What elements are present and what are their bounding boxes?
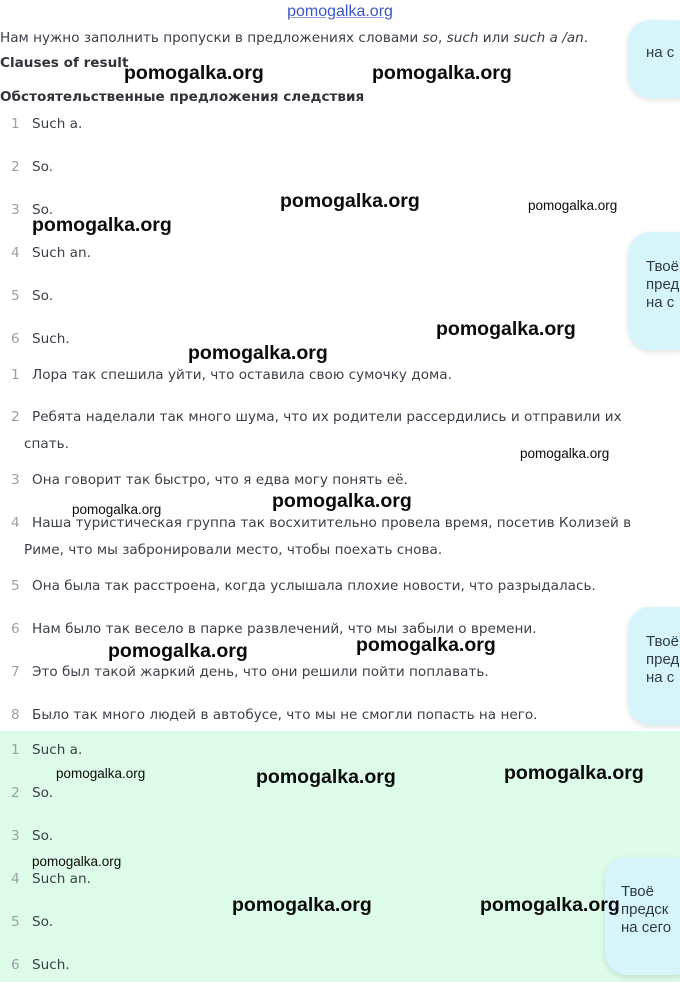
row-number: 2 xyxy=(11,159,20,175)
answer-row xyxy=(0,154,650,181)
row-text: Лора так спешила уйти, что оставила свою сумочку дома. xyxy=(32,367,452,383)
row-number: 1 xyxy=(11,742,20,758)
watermark: pomogalka.org xyxy=(232,894,372,916)
watermark: pomogalka.org xyxy=(356,634,496,656)
watermark: pomogalka.org xyxy=(520,446,610,461)
watermark: pomogalka.org xyxy=(124,62,264,84)
watermark: pomogalka.org xyxy=(528,198,618,213)
translation-row xyxy=(0,659,650,686)
row-text: So. xyxy=(32,159,54,175)
answer-row xyxy=(0,952,650,979)
bubble-line: на с xyxy=(646,44,675,61)
watermark: pomogalka.org xyxy=(72,502,162,517)
answer-row xyxy=(0,240,650,267)
row-text: Это был такой жаркий день, что они решили пойти поплавать. xyxy=(32,664,489,680)
row-number: 6 xyxy=(11,331,20,347)
answer-row xyxy=(0,737,650,764)
site-header[interactable]: pomogalka.org xyxy=(287,3,393,20)
row-number: 7 xyxy=(11,664,20,680)
watermark: pomogalka.org xyxy=(32,214,172,236)
chat-bubble[interactable] xyxy=(628,20,680,98)
row-number: 1 xyxy=(11,116,20,132)
bubble-line: Твоё xyxy=(621,883,654,900)
row-text: Наша туристическая группа так восхитительно провела время, посетив Колизей в Риме, что мы забронировали место, чтобы поехать снова. xyxy=(24,515,632,558)
bubble-line: на с xyxy=(646,669,675,686)
translation-row xyxy=(0,362,650,389)
intro-suffix: . xyxy=(583,30,589,46)
row-number: 5 xyxy=(11,578,20,594)
row-text: Ребята наделали так много шума, что их родители рассердились и отправили их спать. xyxy=(24,409,622,452)
intro-word-such-a: such a /an xyxy=(513,30,584,46)
watermark: pomogalka.org xyxy=(436,318,576,340)
row-text: Она говорит так быстро, что я едва могу понять её. xyxy=(32,472,408,488)
bubble-line: на с xyxy=(646,294,675,311)
translation-row xyxy=(0,616,650,643)
row-number: 2 xyxy=(11,409,20,425)
row-text: Нам было так весело в парке развлечений, что мы забыли о времени. xyxy=(32,621,537,637)
row-text: So. xyxy=(32,288,54,304)
row-number: 8 xyxy=(11,707,20,723)
bubble-line: предск xyxy=(621,901,669,918)
watermark: pomogalka.org xyxy=(372,62,512,84)
bubble-line: пред xyxy=(646,651,680,668)
heading-clauses-ru: Обстоятельственные предложения следствия xyxy=(0,89,365,105)
watermark: pomogalka.org xyxy=(256,766,396,788)
row-number: 2 xyxy=(11,785,20,801)
row-number: 4 xyxy=(11,871,20,887)
row-text: Such an. xyxy=(32,245,91,261)
watermark: pomogalka.org xyxy=(480,894,620,916)
row-number: 3 xyxy=(11,828,20,844)
bubble-line: пред xyxy=(646,276,680,293)
row-text: Было так много людей в автобусе, что мы не смогли попасть на него. xyxy=(32,707,538,723)
row-text: Such. xyxy=(32,957,70,973)
intro-sep2: или xyxy=(478,30,514,46)
row-text: So. xyxy=(32,785,54,801)
intro-prefix: Нам нужно заполнить пропуски в предложениях словами xyxy=(0,30,423,46)
bubble-line: Твоё xyxy=(646,633,679,650)
row-text: So. xyxy=(32,914,54,930)
row-number: 6 xyxy=(11,621,20,637)
row-text: So. xyxy=(32,202,54,218)
row-number: 6 xyxy=(11,957,20,973)
task-intro xyxy=(0,30,588,46)
heading-clauses-en: Clauses of result xyxy=(0,55,129,71)
chat-bubble[interactable] xyxy=(628,607,680,725)
answer-row xyxy=(0,111,650,138)
watermark: pomogalka.org xyxy=(108,640,248,662)
translation-row xyxy=(0,510,650,564)
chat-bubble[interactable] xyxy=(628,232,680,350)
row-number: 4 xyxy=(11,245,20,261)
answer-row xyxy=(0,823,650,850)
row-text: Such. xyxy=(32,331,70,347)
row-number: 1 xyxy=(11,367,20,383)
row-number: 5 xyxy=(11,914,20,930)
intro-word-so: so xyxy=(422,30,438,46)
row-text: Such a. xyxy=(32,742,83,758)
row-number: 4 xyxy=(11,515,20,531)
translation-row xyxy=(0,702,650,729)
row-number: 3 xyxy=(11,472,20,488)
watermark: pomogalka.org xyxy=(504,762,644,784)
watermark: pomogalka.org xyxy=(56,766,146,781)
answer-row xyxy=(0,283,650,310)
watermark: pomogalka.org xyxy=(280,190,420,212)
watermark: pomogalka.org xyxy=(32,854,122,869)
answer-row xyxy=(0,866,650,893)
bubble-line: на сего xyxy=(621,919,672,936)
bubble-line: Твоё xyxy=(646,258,679,275)
watermark: pomogalka.org xyxy=(188,342,328,364)
row-number: 5 xyxy=(11,288,20,304)
row-text: Such a. xyxy=(32,116,83,132)
intro-sep1: , xyxy=(438,30,447,46)
watermark: pomogalka.org xyxy=(272,490,412,512)
row-text: Such an. xyxy=(32,871,91,887)
intro-word-such: such xyxy=(446,30,479,46)
row-text: So. xyxy=(32,828,54,844)
row-text: Она была так расстроена, когда услышала плохие новости, что разрыдалась. xyxy=(32,578,596,594)
row-number: 3 xyxy=(11,202,20,218)
translation-row xyxy=(0,573,650,600)
